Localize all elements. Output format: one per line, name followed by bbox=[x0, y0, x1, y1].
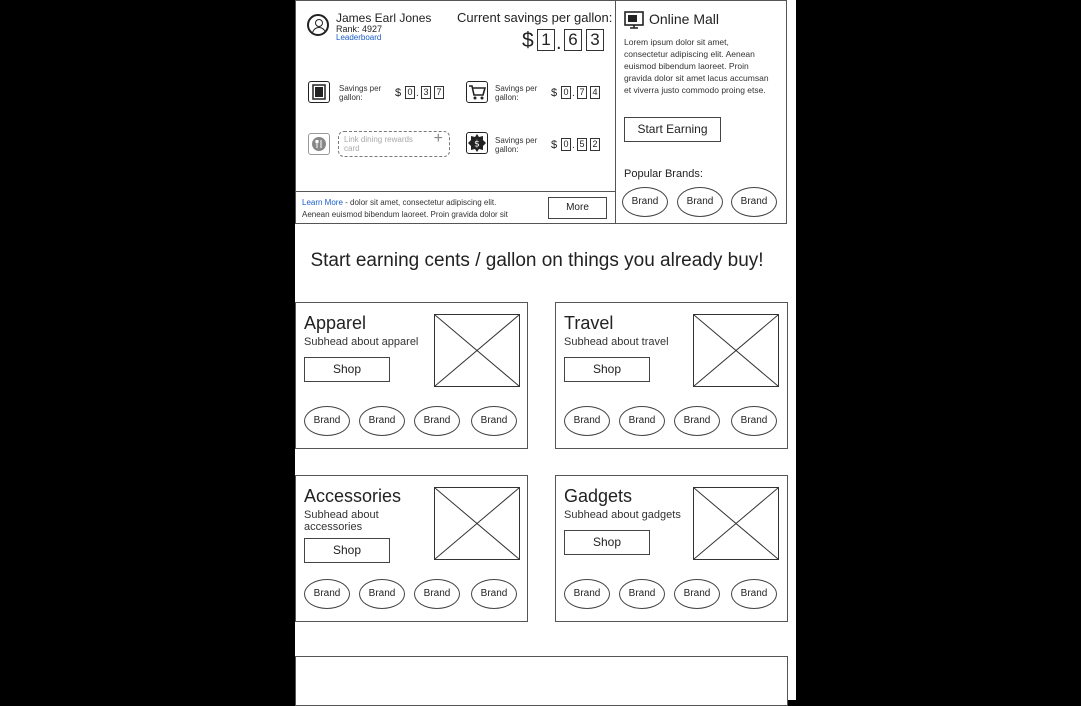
category-currency: $ bbox=[395, 87, 402, 99]
category-digit: 7 bbox=[434, 86, 444, 99]
card-title: Gadgets bbox=[564, 486, 633, 506]
brand-pill[interactable]: Brand bbox=[674, 579, 720, 609]
brand-pill[interactable]: Brand bbox=[359, 406, 405, 436]
savings-per-gallon-label: Savings per gallon: bbox=[495, 136, 538, 154]
category-card-accessories bbox=[295, 475, 528, 622]
banner-text: - dolor sit amet, consectetur adipiscing elit. bbox=[342, 198, 497, 207]
image-placeholder bbox=[693, 314, 779, 387]
start-earning-button[interactable]: Start Earning bbox=[624, 117, 721, 142]
savings-currency: $ bbox=[522, 29, 534, 52]
receipt-icon bbox=[308, 81, 330, 103]
brand-pill[interactable]: Brand bbox=[564, 579, 610, 609]
online-mall-title: Online Mall bbox=[649, 11, 720, 27]
category-digit: 7 bbox=[577, 86, 587, 99]
svg-text:$: $ bbox=[474, 139, 480, 150]
brand-pill[interactable]: Brand bbox=[622, 187, 668, 217]
category-digit: 5 bbox=[577, 138, 587, 151]
card-title: Accessories bbox=[304, 486, 402, 506]
category-digit: 4 bbox=[590, 86, 600, 99]
current-savings-label: Current savings per gallon: bbox=[457, 10, 613, 25]
card-subhead: Subhead about gadgets bbox=[564, 509, 681, 521]
savings-per-gallon-label: Savings per gallon: bbox=[495, 84, 538, 102]
shop-button[interactable]: Shop bbox=[564, 530, 650, 555]
category-currency: $ bbox=[551, 139, 558, 151]
brand-pill[interactable]: Brand bbox=[304, 406, 350, 436]
more-button[interactable]: More bbox=[548, 197, 607, 219]
user-name: James Earl Jones bbox=[336, 11, 432, 25]
page bbox=[295, 0, 796, 700]
savings-decimal: . bbox=[556, 32, 562, 54]
dining-icon bbox=[308, 133, 330, 155]
dollar-badge-icon bbox=[466, 132, 488, 154]
brand-pill[interactable]: Brand bbox=[414, 579, 460, 609]
shop-button[interactable]: Shop bbox=[564, 357, 650, 382]
category-decimal: . bbox=[572, 88, 575, 99]
bottom-panel bbox=[295, 656, 788, 706]
brand-pill[interactable]: Brand bbox=[414, 406, 460, 436]
brand-pill[interactable]: Brand bbox=[304, 579, 350, 609]
category-digit: 0 bbox=[561, 138, 571, 151]
savings-digit: 1 bbox=[537, 29, 555, 51]
online-mall-panel bbox=[615, 0, 787, 224]
brand-pill[interactable]: Brand bbox=[731, 187, 777, 217]
category-decimal: . bbox=[416, 88, 419, 99]
leaderboard-link[interactable]: Leaderboard bbox=[336, 33, 382, 42]
brand-pill[interactable]: Brand bbox=[619, 579, 665, 609]
category-decimal: . bbox=[572, 140, 575, 151]
cart-icon bbox=[466, 81, 488, 103]
category-card-apparel bbox=[295, 302, 528, 449]
brand-pill[interactable]: Brand bbox=[619, 406, 665, 436]
page-headline: Start earning cents / gallon on things you already buy! bbox=[310, 250, 764, 271]
learn-more-link[interactable]: Learn More bbox=[302, 198, 343, 207]
category-card-travel bbox=[555, 302, 788, 449]
category-card-gadgets bbox=[555, 475, 788, 622]
card-subhead: Subhead about travel bbox=[564, 336, 669, 348]
category-digit: 0 bbox=[405, 86, 415, 99]
monitor-icon bbox=[624, 11, 644, 35]
link-dining-card-placeholder: Link dining rewards card bbox=[344, 135, 413, 153]
user-rank: Rank: 4927 bbox=[336, 24, 383, 34]
savings-digit: 6 bbox=[564, 29, 582, 51]
plus-icon[interactable]: + bbox=[433, 130, 443, 147]
brand-pill[interactable]: Brand bbox=[471, 406, 517, 436]
category-digit: 3 bbox=[421, 86, 431, 99]
savings-per-gallon-label: Savings per gallon: bbox=[339, 84, 382, 102]
user-avatar-icon bbox=[307, 14, 329, 36]
brand-pill[interactable]: Brand bbox=[471, 579, 517, 609]
image-placeholder bbox=[434, 314, 520, 387]
brand-pill[interactable]: Brand bbox=[677, 187, 723, 217]
popular-brands-label: Popular Brands: bbox=[624, 168, 703, 180]
brand-pill[interactable]: Brand bbox=[731, 579, 777, 609]
brand-pill[interactable]: Brand bbox=[564, 406, 610, 436]
shop-button[interactable]: Shop bbox=[304, 538, 390, 563]
category-digit: 0 bbox=[561, 86, 571, 99]
banner-divider bbox=[296, 191, 615, 192]
image-placeholder bbox=[434, 487, 520, 560]
card-title: Travel bbox=[564, 313, 614, 333]
brand-pill[interactable]: Brand bbox=[359, 579, 405, 609]
banner-text-line2: Aenean euismod bibendum laoreet. Proin gravida dolor sit bbox=[302, 210, 508, 219]
brand-pill[interactable]: Brand bbox=[674, 406, 720, 436]
category-currency: $ bbox=[551, 87, 558, 99]
online-mall-description: Lorem ipsum dolor sit amet, consectetur adipiscing elit. Aenean euismod bibendum laoreet. Proin gravida dolor sit amet lacus accumsan et viverra justo commodo proing etse. bbox=[624, 37, 769, 95]
shop-button[interactable]: Shop bbox=[304, 357, 390, 382]
learn-more-banner bbox=[302, 197, 542, 221]
category-digit: 2 bbox=[590, 138, 600, 151]
account-panel bbox=[295, 0, 616, 224]
card-subhead: Subhead about accessories bbox=[304, 509, 379, 533]
card-subhead: Subhead about apparel bbox=[304, 336, 419, 348]
brand-pill[interactable]: Brand bbox=[731, 406, 777, 436]
image-placeholder bbox=[693, 487, 779, 560]
savings-digit: 3 bbox=[586, 29, 604, 51]
link-dining-card-field[interactable] bbox=[338, 131, 450, 157]
card-title: Apparel bbox=[304, 313, 367, 333]
